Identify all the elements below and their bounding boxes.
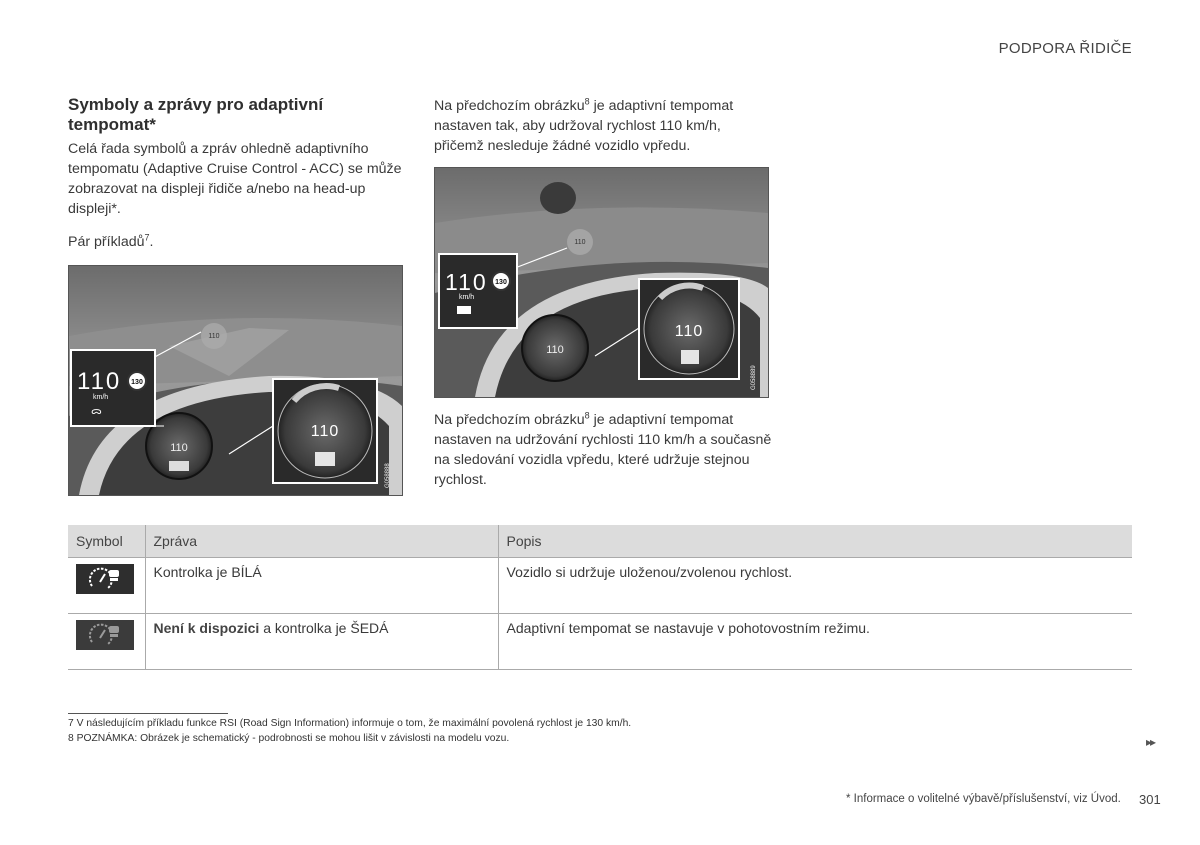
footnote-ref-7[interactable]: 7 <box>144 232 150 243</box>
footnote-ref-8[interactable]: 8 <box>584 96 590 107</box>
fig2-hud-unit: km/h <box>459 294 475 301</box>
fig2-sign: 130 <box>495 279 507 286</box>
table-header-row <box>68 525 1132 558</box>
footnote-divider <box>68 713 228 714</box>
acc-grey-icon <box>76 620 134 650</box>
symbol-cell <box>68 614 145 670</box>
message-text: a kontrolka je ŠEDÁ <box>259 620 389 636</box>
svg-text:110: 110 <box>208 333 220 340</box>
fig1-hud-speed: 110 <box>77 368 122 395</box>
description-cell: Adaptivní tempomat se nastavuje v pohotovostním režimu. <box>498 614 1132 670</box>
caption1-text-a: Na předchozím obrázku <box>434 98 585 114</box>
page-number: 301 <box>1139 792 1161 807</box>
caption1-text-b: je adaptivní tempomat nastaven tak, aby udržoval rychlost 110 km/h, přičemž nesleduje žádné vozidlo vpředu. <box>434 98 734 154</box>
dashboard-illustration-2 <box>435 168 768 397</box>
fig1-cluster-speed: 110 <box>170 442 188 454</box>
fig1-hud-unit: km/h <box>93 394 109 401</box>
footnote-7: 7 V následujícím příkladu funkce RSI (Road Sign Information) informuje o tom, že maximální povolená rychlost je 130 km/h. <box>68 718 632 729</box>
examples-period: . <box>149 234 154 250</box>
table-row <box>68 558 1132 614</box>
fig1-zoom-speed: 110 <box>310 423 340 440</box>
col-header-description: Popis <box>498 525 1132 558</box>
acc-white-icon <box>76 564 134 594</box>
col-header-symbol: Symbol <box>68 525 145 558</box>
fig2-zoom-speed: 110 <box>674 323 704 340</box>
footnote-ref-8b[interactable]: 8 <box>584 410 590 421</box>
caption-no-vehicle <box>434 96 774 156</box>
fig1-sign: 130 <box>131 379 143 386</box>
message-cell <box>145 558 498 614</box>
caption2-text-a: Na předchozím obrázku <box>434 412 585 428</box>
continue-arrows-icon[interactable]: ▸▸ <box>1146 735 1155 749</box>
figure1-code: G058888 <box>385 463 391 488</box>
fig2-cluster-speed: 110 <box>546 344 564 356</box>
intro-paragraph: Celá řada symbolů a zpráv ohledně adaptivního tempomatu (Adaptive Cruise Control - ACC) se může zobrazovat na displeji řidiče a/nebo na head-up displeji*. <box>68 141 402 217</box>
caption-following-vehicle <box>434 410 774 490</box>
message-cell <box>145 614 498 670</box>
caption2-text-b: je adaptivní tempomat nastaven na udržování rychlosti 110 km/h a současně na sledování vozidla vpředu, které udržuje stejnou rychlost. <box>434 412 772 488</box>
symbol-cell <box>68 558 145 614</box>
footnote-8: 8 POZNÁMKA: Obrázek je schematický - podrobnosti se mohou lišit v závislosti na modelu vozu. <box>68 733 510 744</box>
figure-acc-following-vehicle <box>434 167 769 398</box>
message-bold: Není k dispozici <box>153 620 260 636</box>
section-title: Symboly a zprávy pro adaptivní tempomat* <box>68 95 324 134</box>
message-text: Kontrolka je BÍLÁ <box>153 564 262 580</box>
section-header: PODPORA ŘIDIČE <box>998 40 1132 57</box>
figure-acc-no-vehicle <box>68 265 403 496</box>
examples-text: Pár příkladů <box>68 234 145 250</box>
svg-text:ᯅ: ᯅ <box>91 406 102 417</box>
symbol-table <box>68 525 1132 670</box>
description-cell: Vozidlo si udržuje uloženou/zvolenou rychlost. <box>498 558 1132 614</box>
svg-text:110: 110 <box>574 239 586 246</box>
table-row <box>68 614 1132 670</box>
optional-equipment-note: * Informace o volitelné výbavě/příslušenství, viz Úvod. <box>846 793 1121 805</box>
dashboard-illustration <box>69 266 402 495</box>
col-header-message: Zpráva <box>145 525 498 558</box>
fig2-hud-speed: 110 <box>445 269 488 295</box>
examples-line <box>68 232 153 252</box>
figure2-code: G058889 <box>751 365 757 390</box>
